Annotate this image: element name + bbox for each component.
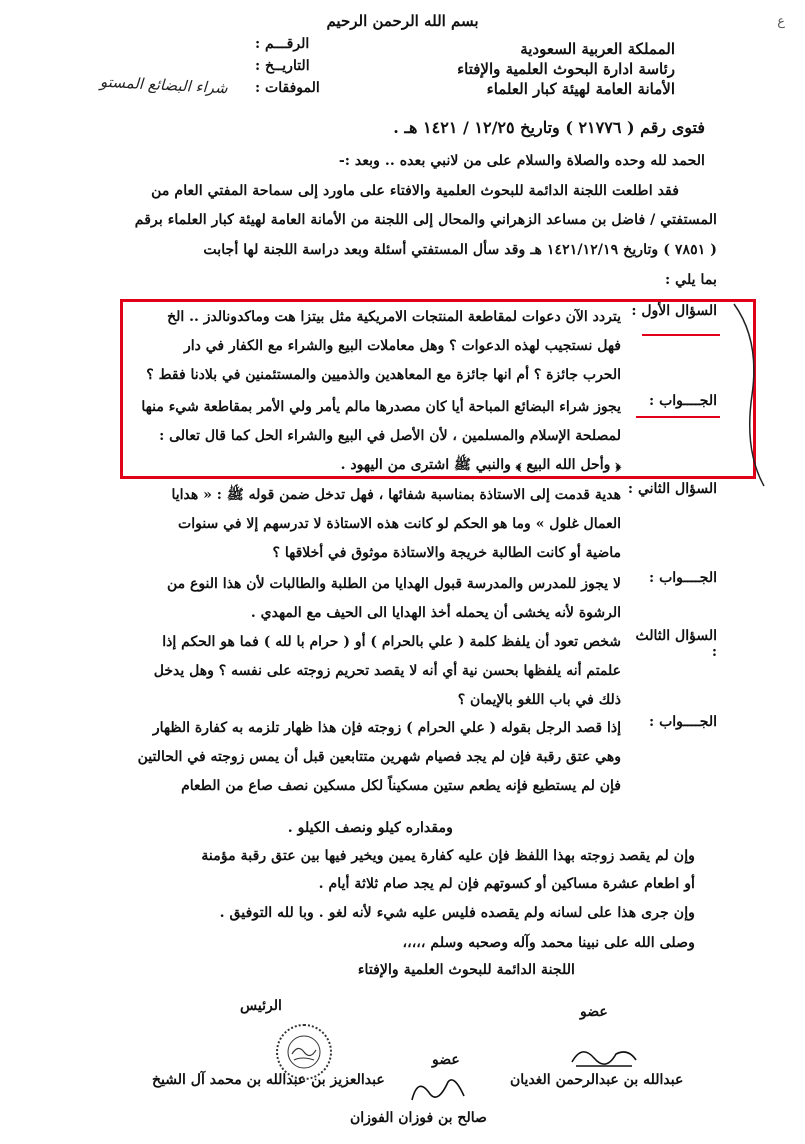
- member-name-left: صالح بن فوزان الفوزان: [350, 1110, 487, 1126]
- committee-name: اللجنة الدائمة للبحوث العلمية والإفتاء: [357, 962, 575, 978]
- intro-line: بما يلي :: [664, 272, 717, 288]
- ref-label: الرقـــم :: [255, 36, 310, 52]
- underline-a1: [636, 416, 720, 418]
- org-line-2: رئاسة ادارة البحوث العلمية والإفتاء: [457, 60, 675, 78]
- closing-line: وإن جرى هذا على لسانه ولم يقصده فليس عليه شيء لأنه لغو . وبا لله التوفيق .: [219, 905, 695, 921]
- bracket-mark: [730, 300, 770, 490]
- signature-left: [408, 1070, 468, 1108]
- qa-line: الحرب جائزة ؟ أم انها جائزة مع المعاهدين والذميين والمستئمنين في بلادنا فقط ؟: [146, 367, 621, 383]
- qa-line: إذا قصد الرجل بقوله ( علي الحرام ) زوجته فإن هذا ظهار تلزمه به كفارة الظهار: [152, 720, 621, 736]
- qa-text: [78, 628, 621, 715]
- qa-line: هدية قدمت إلى الاستاذة بمناسبة شفائها ، فهل تدخل ضمن قوله ﷺ : « هدايا: [171, 487, 621, 503]
- closing-line: وإن لم يقصد زوجته بهذا اللفظ فإن عليه كفارة يمين ويخير فيها بين عتق رقبة مؤمنة: [201, 848, 695, 864]
- qa-line: ذلك في باب اللغو بالإيمان ؟: [457, 692, 621, 708]
- qa-line: ماضية أو كانت الطالبة خريجة والاستاذة موثوق في أخلاقها ؟: [272, 545, 621, 561]
- intro-line: الحمد لله وحده والصلاة والسلام على من لانبي بعده .. وبعد :-: [338, 153, 705, 169]
- qa-line: لا يجوز للمدرس والمدرسة قبول الهدايا من الطلبة والطالبات لأن هذا النوع من: [166, 576, 621, 592]
- qa-line: فهل نستجيب لهذه الدعوات ؟ وهل معاملات البيع والشراء مع الكفار في دار: [184, 338, 621, 354]
- intro-line: ( ٧٨٥١ ) وتاريخ ١٤٢١/١٢/١٩ هـ وقد سأل المستفتي أسئلة وبعد دراسة اللجنة لها أجابت: [203, 242, 717, 258]
- date-label: التاريــخ :: [255, 58, 310, 74]
- corner-mark: ع: [777, 14, 785, 29]
- qa-line: يتردد الآن دعوات لمقاطعة المنتجات الامريكية مثل بيتزا هت وماكدونالدز .. الخ: [167, 309, 621, 325]
- qa-line: وهي عتق رقبة فإن لم يجد فصيام شهرين متتابعين قبل أن يمس زوجته في الحالتين: [137, 749, 621, 765]
- qa-line: شخص تعود أن يلفظ كلمة ( علي بالحرام ) أو ( حرام با لله ) فما هو الحكم إذا: [162, 634, 621, 650]
- attachments-label: الموفقات :: [255, 80, 320, 96]
- qa-label: الجــــواب :: [649, 570, 717, 586]
- org-line-1: المملكة العربية السعودية: [520, 40, 675, 58]
- qa-line: لمصلحة الإسلام والمسلمين ، لأن الأصل في البيع والشراء الحل كما قال تعالى :: [159, 428, 621, 444]
- qa-label: الجــــواب :: [649, 714, 717, 730]
- qa-line: فإن لم يستطيع فإنه يطعم ستين مسكيناً لكل مسكين نصف صاع من الطعام: [181, 778, 621, 794]
- qa-text: [78, 481, 621, 568]
- qa-line: علمتم أنه يلفظها بحسن نية أي أنه لا يقصد تحريم زوجته على نفسه ؟ وهل يدخل: [153, 663, 621, 679]
- intro-line: فقد اطلعت اللجنة الدائمة للبحوث العلمية والافتاء على ماورد إلى سماحة المفتي العام من: [151, 183, 679, 199]
- chair-title: الرئيس: [240, 998, 282, 1014]
- qa-text: [78, 714, 621, 801]
- underline-q1: [642, 334, 720, 336]
- qa-line: الرشوة لأنه يخشى أن يحمله أخذ الهدايا الى الحيف مع المهدي .: [250, 605, 621, 621]
- qa-line: العمال غلول » وما هو الحكم لو كانت هذه الاستاذة لا تدرسهم إلا في سنوات: [178, 516, 621, 532]
- member-title-left: عضو: [432, 1052, 460, 1068]
- qa-label: السؤال الثاني :: [627, 481, 717, 497]
- member-name-right: عبدالله بن عبدالرحمن الغديان: [510, 1072, 684, 1088]
- signature-right: [570, 1040, 640, 1070]
- intro-line: المستفتي / فاضل بن مساعد الزهراني والمحال إلى اللجنة من الأمانة العامة لهيئة كبار العلماء برقم: [134, 212, 717, 228]
- qa-label: السؤال الأول :: [631, 303, 717, 319]
- closing-line: ومقداره كيلو ونصف الكيلو .: [287, 820, 453, 836]
- highlight-box: [120, 299, 756, 479]
- qa-label: السؤال الثالث :: [635, 628, 717, 660]
- basmala: بسم الله الرحمن الرحيم: [326, 12, 479, 30]
- qa-line: ﴿ وأحل الله البيع ﴾ والنبي ﷺ اشترى من اليهود .: [340, 457, 621, 473]
- member-title-right: عضو: [580, 1004, 608, 1020]
- qa-line: يجوز شراء البضائع المباحة أيا كان مصدرها مالم يأمر ولي الأمر بمقاطعة شيء منها: [141, 399, 621, 415]
- fatwa-title: فتوى رقم ( ٢١٧٧٦ ) وتاريخ ١٢/٢٥ / ١٤٢١ هـ .: [393, 118, 705, 137]
- closing-line: وصلى الله على نبينا محمد وآله وصحبه وسلم ،،،،،: [402, 935, 695, 951]
- org-line-3: الأمانة العامة لهيئة كبار العلماء: [486, 80, 675, 98]
- qa-label: الجــــواب :: [649, 393, 717, 409]
- chair-name: عبدالعزيز بن عبدالله بن محمد آل الشيخ: [152, 1072, 385, 1088]
- qa-text: [78, 570, 621, 628]
- handwritten-note: شراء البضائع المستو: [99, 72, 229, 98]
- closing-line: أو اطعام عشرة مساكين أو كسوتهم فإن لم يجد صام ثلاثة أيام .: [318, 876, 695, 892]
